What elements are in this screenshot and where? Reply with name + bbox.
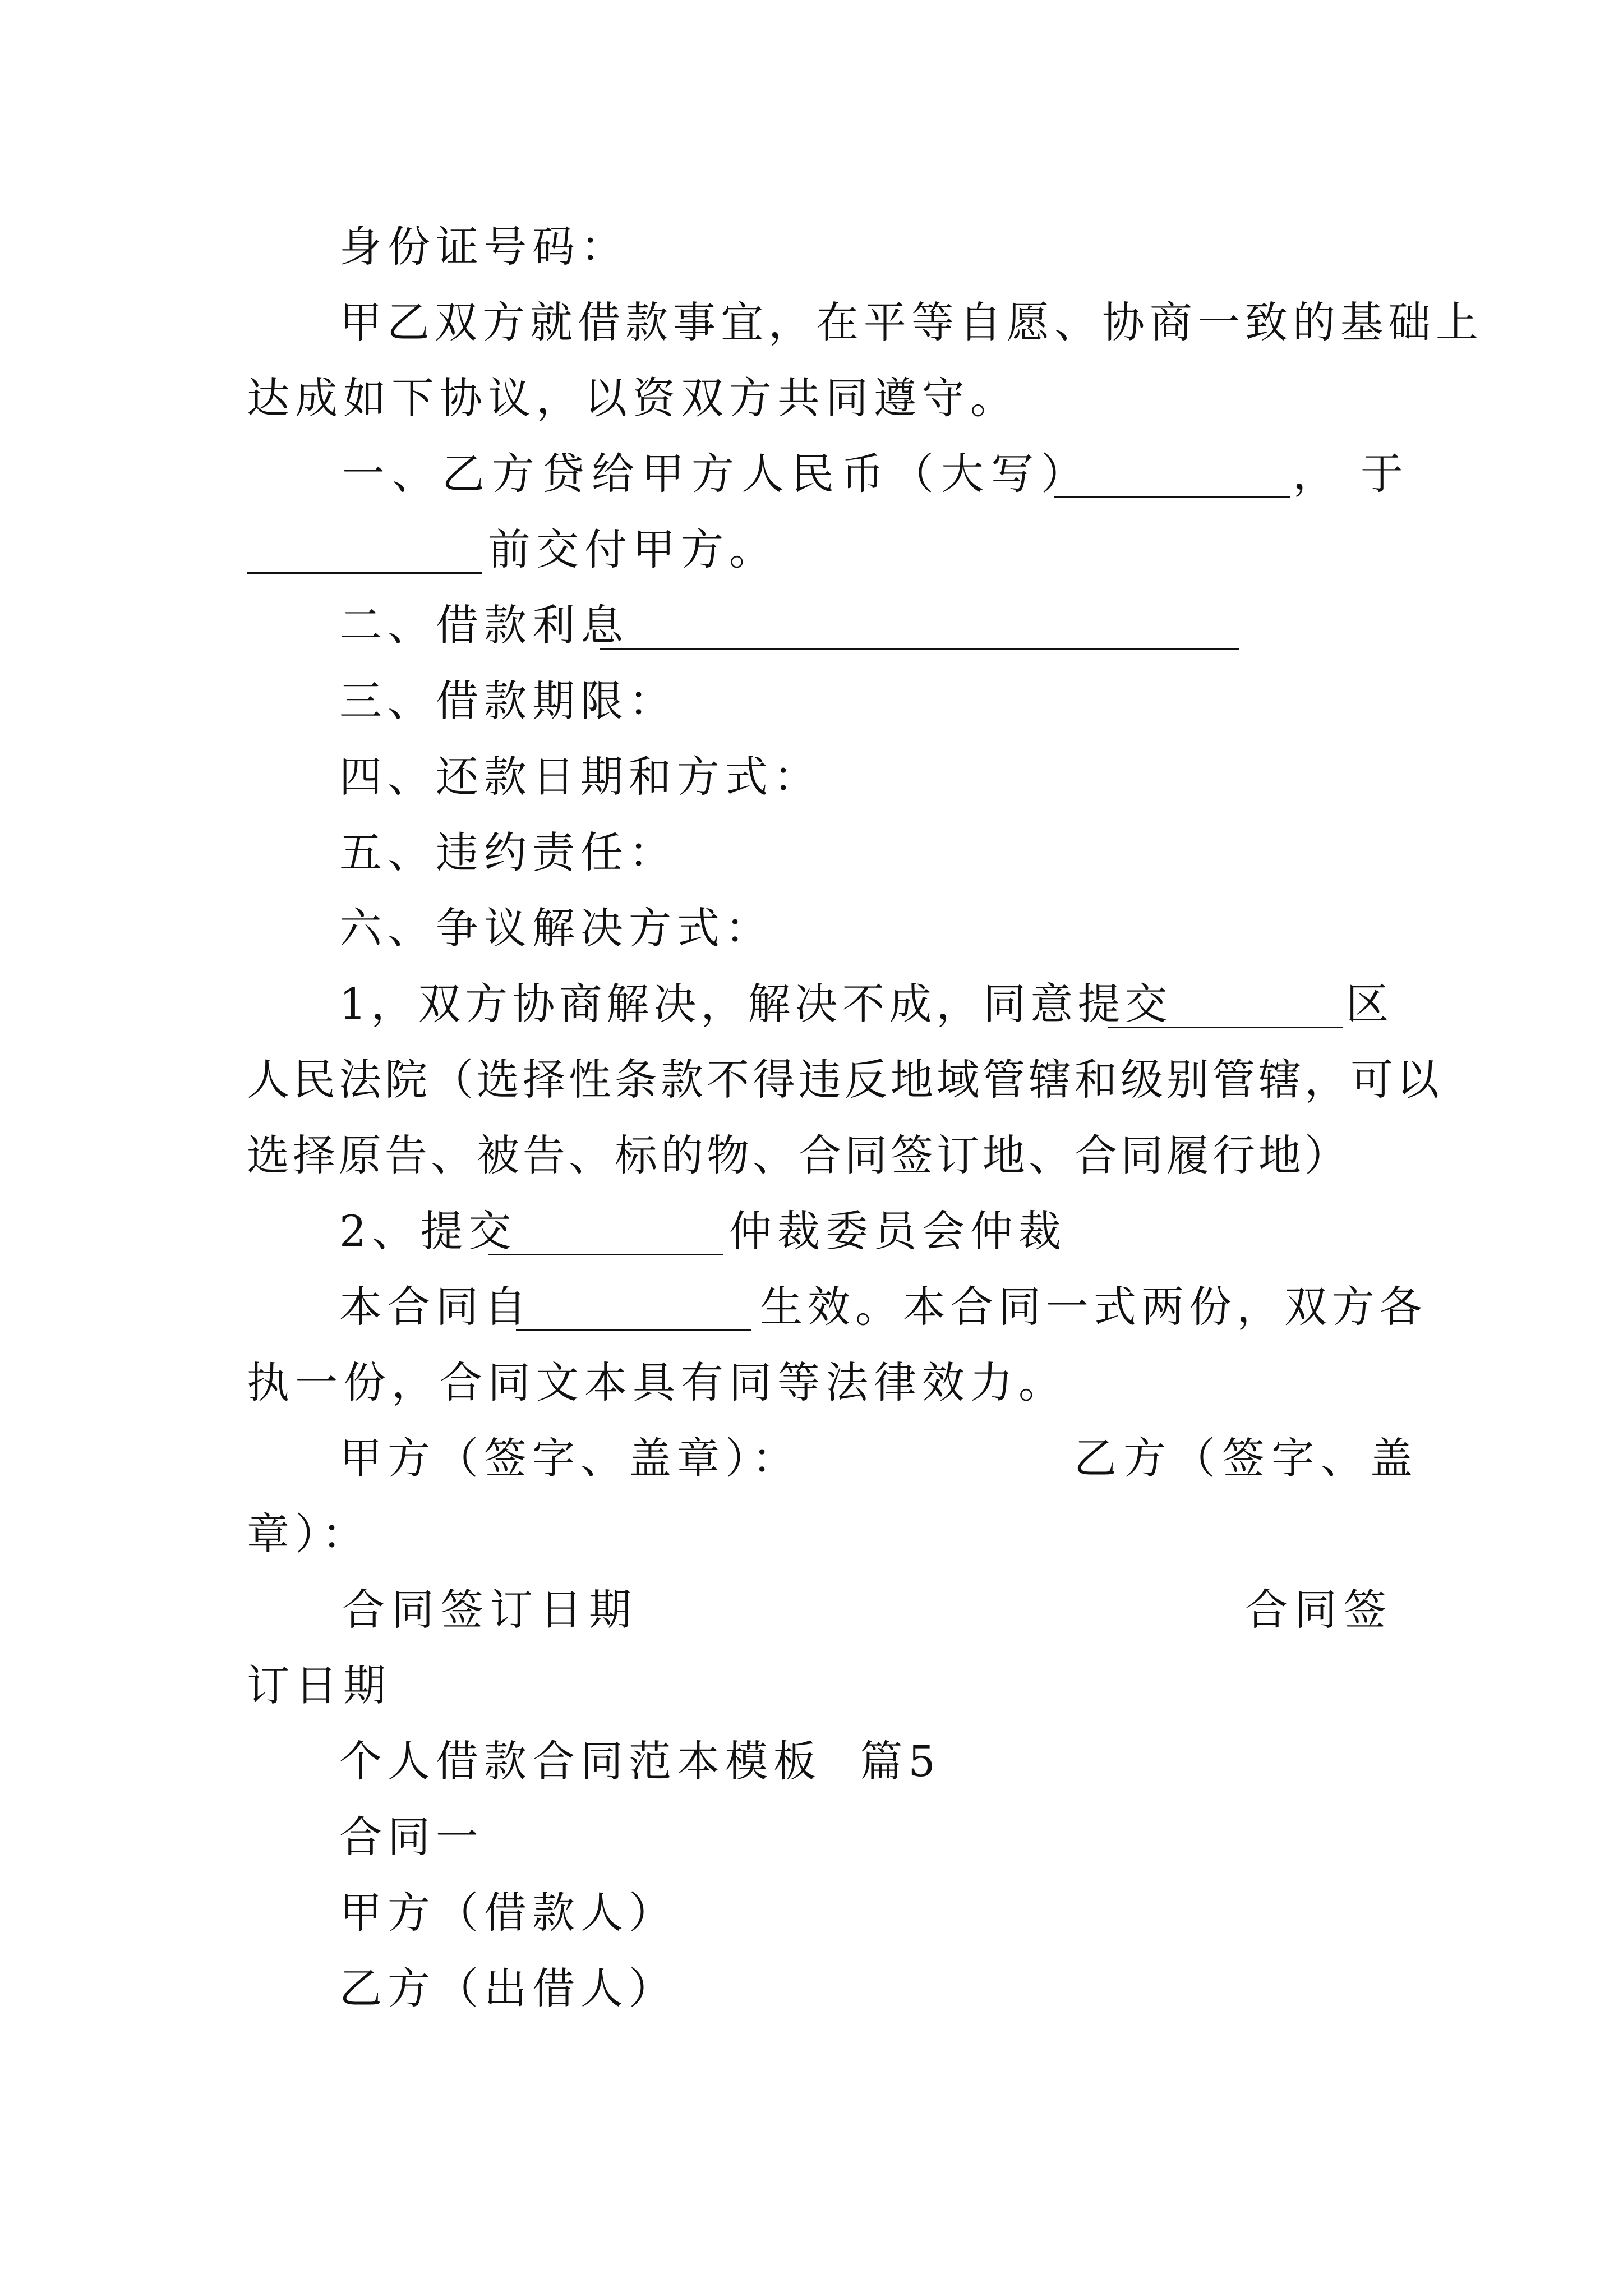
intro-line-2 — [0, 365, 1623, 432]
signature-line-2 — [0, 1501, 1623, 1568]
loan-amount-blank — [1054, 440, 1290, 498]
intro-text-1: 甲乙双方就借款事宜，在平等自愿、协商一致的基础上 — [339, 297, 1483, 347]
contract-one-label: 合同一 — [339, 1812, 484, 1862]
dispute-2-text-b: 仲裁委员会仲裁 — [729, 1206, 1067, 1256]
clause-5-line — [0, 819, 1623, 886]
arbitration-blank — [488, 1198, 723, 1255]
clause-4-text: 四、还款日期和方式： — [339, 752, 822, 802]
dispute-1-line-2 — [0, 1046, 1623, 1114]
clause-6-line — [0, 895, 1623, 962]
party-a-line — [0, 1879, 1623, 1947]
effect-text-a: 本合同自 — [339, 1282, 532, 1332]
sign-date-line-2 — [0, 1652, 1623, 1719]
clause-1-line-2 — [0, 516, 1623, 583]
section-title-line — [0, 1728, 1623, 1795]
section-title: 个人借款合同范本模板 篇5 — [339, 1736, 941, 1786]
clause-1-line-1 — [0, 440, 1623, 508]
clause-5-text: 五、违约责任： — [339, 827, 677, 877]
effect-line-2 — [0, 1349, 1623, 1416]
party-a-signature-label: 甲方（签字、盖章）： — [339, 1433, 800, 1483]
dispute-1-line-1 — [0, 970, 1623, 1038]
dispute-1-text-a: 1，双方协商解决，解决不成，同意提交 — [339, 979, 1172, 1029]
clause-6-text: 六、争议解决方式： — [339, 903, 773, 953]
party-b-signature-label: 乙方（签字、盖 — [1074, 1433, 1419, 1483]
dispute-1-line-3 — [0, 1122, 1623, 1189]
intro-text-2: 达成如下协议，以资双方共同遵守。 — [247, 373, 1018, 423]
intro-line-1 — [0, 289, 1623, 356]
clause-4-line — [0, 743, 1623, 811]
dispute-2-text-a: 2、提交 — [339, 1206, 517, 1256]
clause-1-text-b: 前交付甲方。 — [488, 524, 777, 574]
clause-2-line — [0, 592, 1623, 659]
dispute-2-line — [0, 1198, 1623, 1265]
party-a-label: 甲方（借款人） — [339, 1888, 677, 1938]
clause-1-text-a: 一、乙方贷给甲方人民币（大写） — [342, 449, 1091, 499]
contract-one-line — [0, 1803, 1623, 1871]
dispute-1-text-2: 人民法院（选择性条款不得违反地域管辖和级别管辖，可以 — [247, 1055, 1442, 1105]
signature-line — [0, 1425, 1623, 1492]
delivery-date-blank — [247, 516, 482, 574]
clause-2-text: 二、借款利息 — [339, 600, 629, 650]
sign-date-left: 合同签订日期 — [342, 1585, 638, 1635]
sign-date-line — [0, 1576, 1623, 1644]
court-district-blank — [1108, 970, 1343, 1028]
sign-date-right: 合同签 — [1245, 1585, 1393, 1635]
dispute-1-text-3: 选择原告、被告、标的物、合同签订地、合同履行地） — [247, 1130, 1350, 1180]
clause-3-line — [0, 668, 1623, 735]
dispute-1-district: 区 — [1346, 979, 1394, 1029]
clause-1-comma: ，于 — [1293, 449, 1428, 499]
id-number-label: 身份证号码： — [339, 222, 629, 272]
effect-text-b: 生效。本合同一式两份，双方各 — [760, 1282, 1427, 1332]
party-b-signature-cont: 章）： — [247, 1509, 370, 1559]
party-b-label: 乙方（出借人） — [339, 1963, 677, 2013]
effect-line-1 — [0, 1273, 1623, 1341]
id-number-line — [0, 213, 1623, 280]
party-b-line — [0, 1955, 1623, 2022]
interest-blank — [600, 592, 1239, 650]
sign-date-right-cont: 订日期 — [247, 1660, 391, 1710]
effective-date-blank — [516, 1273, 751, 1331]
effect-text-2: 执一份，合同文本具有同等法律效力。 — [247, 1358, 1067, 1407]
clause-3-text: 三、借款期限： — [339, 676, 677, 726]
